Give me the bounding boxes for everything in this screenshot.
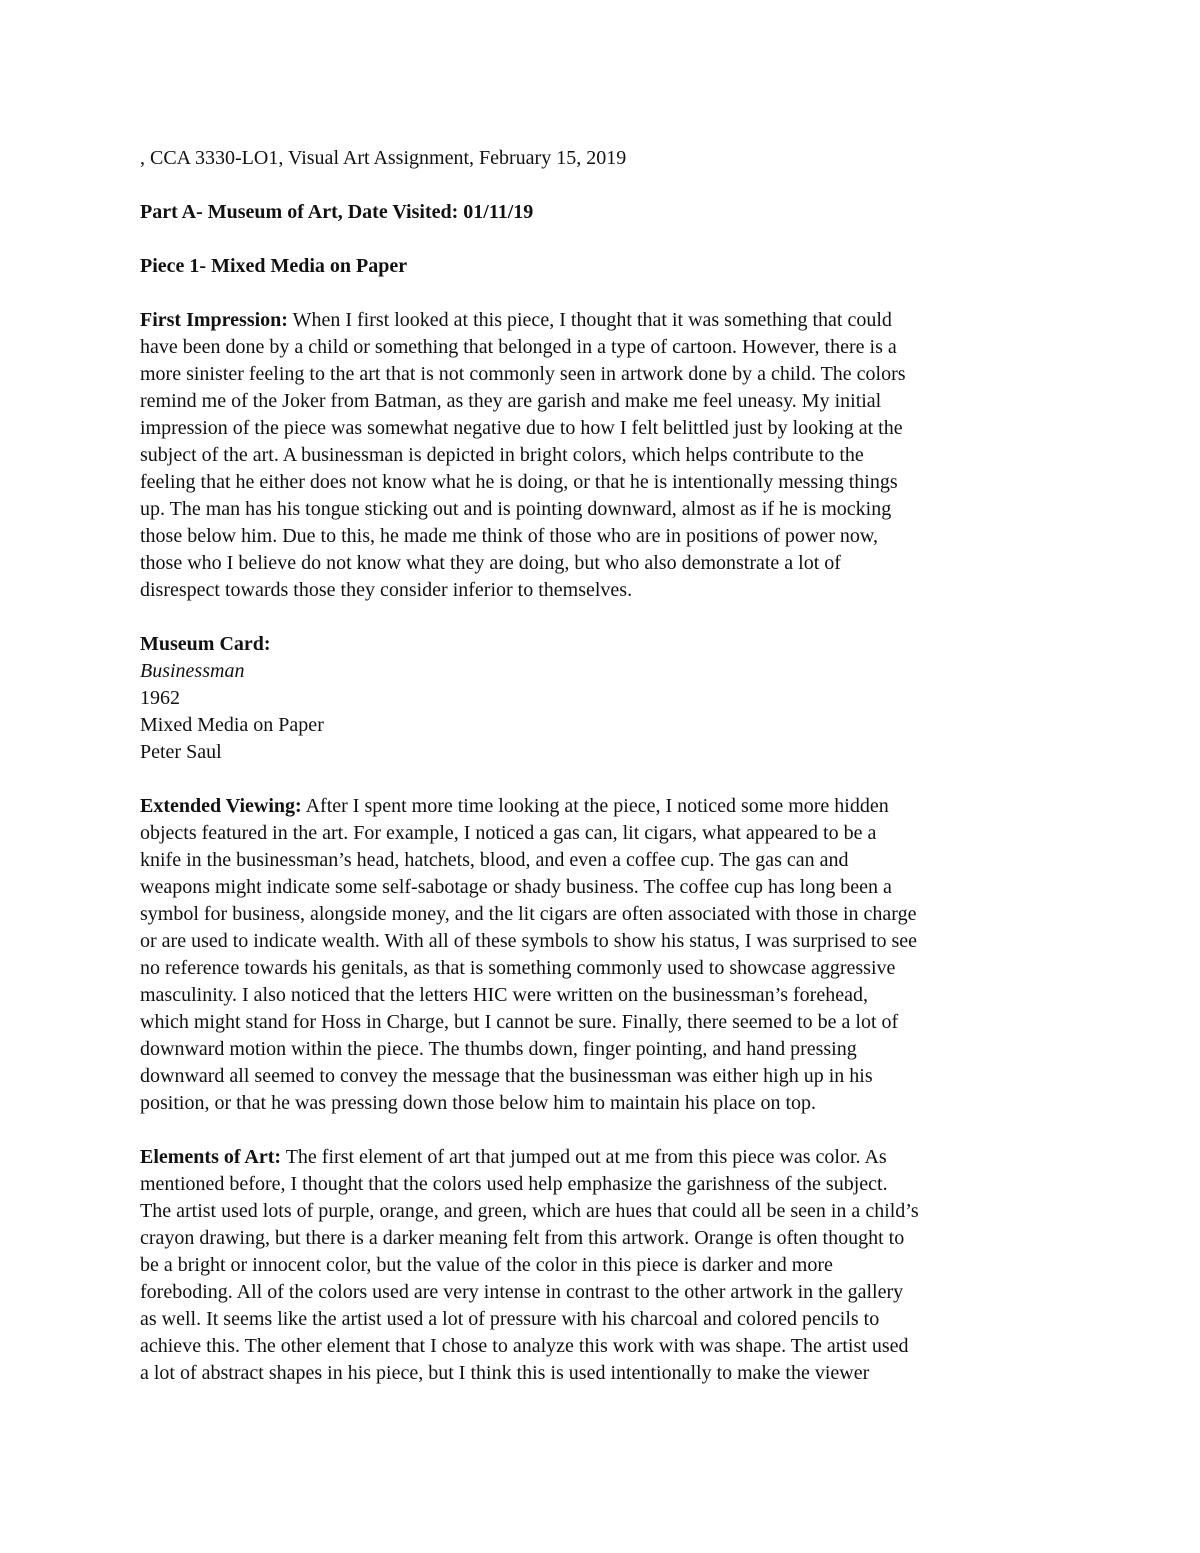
first-impression-paragraph	[140, 307, 1060, 604]
paragraph-line: masculinity. I also noticed that the letters HIC were written on the businessman’s forehead,	[140, 984, 868, 1006]
paragraph-line: no reference towards his genitals, as that is something commonly used to showcase aggressive	[140, 957, 896, 979]
elements-of-art-label: Elements of Art:	[140, 1146, 282, 1168]
piece-1-heading: Piece 1- Mixed Media on Paper	[140, 255, 408, 277]
paragraph-line: objects featured in the art. For example, I noticed a gas can, lit cigars, what appeared to be a	[140, 822, 877, 844]
paragraph-line: The artist used lots of purple, orange, and green, which are hues that could all be seen in a child’s	[140, 1200, 919, 1222]
extended-viewing-label: Extended Viewing:	[140, 795, 302, 817]
paragraph-line: have been done by a child or something that belonged in a type of cartoon. However, there is a	[140, 336, 897, 358]
paragraph-line: which might stand for Hoss in Charge, but I cannot be sure. Finally, there seemed to be a lot of	[140, 1011, 899, 1033]
header-line	[140, 145, 1060, 172]
museum-card-block	[140, 631, 1060, 766]
paragraph-line: be a bright or innocent color, but the value of the color in this piece is darker and more	[140, 1254, 833, 1276]
artwork-year: 1962	[140, 687, 180, 709]
paragraph-line: position, or that he was pressing down those below him to maintain his place on top.	[140, 1092, 817, 1114]
elements-of-art-paragraph	[140, 1144, 1060, 1387]
museum-card-label: Museum Card:	[140, 633, 271, 655]
paragraph-line: as well. It seems like the artist used a lot of pressure with his charcoal and colored pencils to	[140, 1308, 880, 1330]
elements-of-art-first-line	[140, 1144, 1060, 1171]
first-impression-first-line	[140, 307, 1060, 334]
first-impression-lead: When I first looked at this piece, I thought that it was something that could	[287, 309, 892, 331]
paragraph-line: those below him. Due to this, he made me think of those who are in positions of power now,	[140, 525, 879, 547]
artwork-artist: Peter Saul	[140, 741, 222, 763]
paragraph-line: mentioned before, I thought that the colors used help emphasize the garishness of the subject.	[140, 1173, 888, 1195]
paragraph-line: foreboding. All of the colors used are very intense in contrast to the other artwork in the gallery	[140, 1281, 904, 1303]
paragraph-line: crayon drawing, but there is a darker meaning felt from this artwork. Orange is often thought to	[140, 1227, 905, 1249]
extended-viewing-lead: After I spent more time looking at the piece, I noticed some more hidden	[301, 795, 889, 817]
part-a-heading-block	[140, 199, 1060, 226]
elements-of-art-lead: The first element of art that jumped out at me from this piece was color. As	[281, 1146, 887, 1168]
piece-1-heading-block	[140, 253, 1060, 280]
paragraph-line: remind me of the Joker from Batman, as they are garish and make me feel uneasy. My initial	[140, 390, 882, 412]
paragraph-line: up. The man has his tongue sticking out and is pointing downward, almost as if he is mocking	[140, 498, 892, 520]
paragraph-line: subject of the art. A businessman is depicted in bright colors, which helps contribute to the	[140, 444, 864, 466]
paragraph-line: downward motion within the piece. The thumbs down, finger pointing, and hand pressing	[140, 1038, 857, 1060]
paragraph-line: more sinister feeling to the art that is not commonly seen in artwork done by a child. The colors	[140, 363, 906, 385]
paragraph-line: downward all seemed to convey the message that the businessman was either high up in his	[140, 1065, 873, 1087]
extended-viewing-first-line	[140, 793, 1060, 820]
part-a-heading: Part A- Museum of Art, Date Visited: 01/11/19	[140, 201, 534, 223]
artwork-medium: Mixed Media on Paper	[140, 714, 324, 736]
paragraph-line: feeling that he either does not know what he is doing, or that he is intentionally messing things	[140, 471, 898, 493]
extended-viewing-paragraph	[140, 793, 1060, 1117]
paragraph-line: those who I believe do not know what they are doing, but who also demonstrate a lot of	[140, 552, 841, 574]
paragraph-line: disrespect towards those they consider inferior to themselves.	[140, 579, 633, 601]
artwork-title: Businessman	[140, 660, 245, 682]
paragraph-line: knife in the businessman’s head, hatchets, blood, and even a coffee cup. The gas can and	[140, 849, 849, 871]
paragraph-line: or are used to indicate wealth. With all of these symbols to show his status, I was surprised to see	[140, 930, 918, 952]
paragraph-line: a lot of abstract shapes in his piece, but I think this is used intentionally to make the viewer	[140, 1362, 870, 1384]
paragraph-line: impression of the piece was somewhat negative due to how I felt belittled just by looking at the	[140, 417, 903, 439]
first-impression-label: First Impression:	[140, 309, 288, 331]
paragraph-line: achieve this. The other element that I chose to analyze this work with was shape. The artist used	[140, 1335, 909, 1357]
header-text: , CCA 3330-LO1, Visual Art Assignment, February 15, 2019	[140, 147, 627, 169]
paragraph-line: weapons might indicate some self-sabotage or shady business. The coffee cup has long been a	[140, 876, 892, 898]
paragraph-line: symbol for business, alongside money, and the lit cigars are often associated with those in charge	[140, 903, 917, 925]
